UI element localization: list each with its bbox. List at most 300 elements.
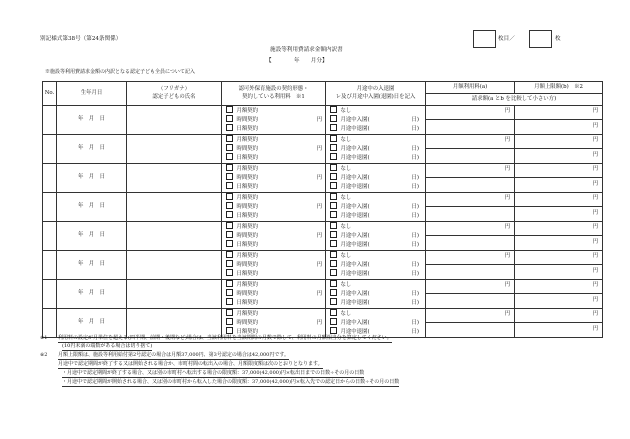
option-move-in-label: 月途中入園( xyxy=(340,290,370,297)
fee-cell[interactable] xyxy=(426,309,514,323)
col-name-label: 認定子どもの氏名 xyxy=(152,93,196,100)
option-hourly[interactable] xyxy=(222,319,325,328)
yen-label: 円 xyxy=(504,224,510,230)
checkbox[interactable] xyxy=(330,269,337,276)
table-row xyxy=(43,106,603,135)
yen-label: 円 xyxy=(504,311,510,317)
checkbox[interactable] xyxy=(330,106,337,113)
day-label: 日) xyxy=(411,270,419,277)
checkbox[interactable] xyxy=(226,289,233,296)
claim-amount-cell[interactable] xyxy=(515,120,602,134)
option-move-in[interactable] xyxy=(326,203,425,212)
checkbox[interactable] xyxy=(226,260,233,267)
checkbox[interactable] xyxy=(330,164,337,171)
page-title: 施設等利用費請求金額内訳書 xyxy=(270,47,343,53)
checkbox[interactable] xyxy=(330,327,337,334)
checkbox[interactable] xyxy=(226,115,233,122)
col-fee: 月額利用料(a) xyxy=(426,82,515,94)
col-name-furigana: （フリガナ） xyxy=(157,86,191,93)
row-birth-date[interactable]: 年 月 日 xyxy=(57,164,127,193)
yen-label: 円 xyxy=(504,195,510,201)
row-no[interactable] xyxy=(43,309,57,338)
yen-label: 円 xyxy=(316,174,322,181)
yen-label: 円 xyxy=(504,108,510,114)
row-no[interactable] xyxy=(43,251,57,280)
checkbox[interactable] xyxy=(330,182,337,189)
fee-cell[interactable] xyxy=(426,164,514,178)
option-daily[interactable] xyxy=(222,125,325,134)
yen-label: 円 xyxy=(592,152,598,158)
checkbox[interactable] xyxy=(330,202,337,209)
option-none-label: なし xyxy=(340,310,352,317)
row-move xyxy=(326,280,426,309)
option-daily[interactable] xyxy=(222,183,325,192)
option-daily-label: 日額契約 xyxy=(236,328,259,335)
claim-amount-cell[interactable] xyxy=(515,207,602,221)
claim-cell[interactable] xyxy=(426,178,514,192)
day-label: 日) xyxy=(411,261,419,268)
option-daily[interactable] xyxy=(222,270,325,279)
fee-cell[interactable] xyxy=(426,135,514,149)
checkbox[interactable] xyxy=(226,309,233,316)
page-number-input[interactable] xyxy=(473,30,496,48)
checkbox[interactable] xyxy=(226,231,233,238)
row-move xyxy=(326,222,426,251)
option-move-out[interactable] xyxy=(326,241,425,250)
checkbox[interactable] xyxy=(330,260,337,267)
row-child-name[interactable] xyxy=(127,222,222,251)
checkbox[interactable] xyxy=(226,135,233,142)
checkbox[interactable] xyxy=(226,298,233,305)
option-monthly[interactable] xyxy=(222,252,325,261)
option-move-in[interactable] xyxy=(326,261,425,270)
claim-cell[interactable] xyxy=(426,323,514,337)
row-fee[interactable] xyxy=(426,280,515,309)
checkbox[interactable] xyxy=(226,280,233,287)
page-of-label: 枚目／ xyxy=(498,36,515,42)
option-daily[interactable] xyxy=(222,241,325,250)
row-move xyxy=(326,106,426,135)
limit-cell[interactable] xyxy=(515,222,602,236)
option-daily[interactable] xyxy=(222,299,325,308)
checkbox[interactable] xyxy=(226,240,233,247)
row-fee[interactable] xyxy=(426,309,515,338)
option-daily-label: 日額契約 xyxy=(236,299,259,306)
checkbox[interactable] xyxy=(330,251,337,258)
checkbox[interactable] xyxy=(330,309,337,316)
option-monthly[interactable] xyxy=(222,223,325,232)
option-hourly[interactable] xyxy=(222,203,325,212)
option-move-in[interactable] xyxy=(326,174,425,183)
day-label: 日) xyxy=(411,241,419,248)
checkbox[interactable] xyxy=(226,193,233,200)
option-move-in-label: 月途中入園( xyxy=(340,261,370,268)
option-hourly[interactable] xyxy=(222,116,325,125)
table-row xyxy=(43,309,603,338)
row-child-name[interactable] xyxy=(127,106,222,135)
option-daily-label: 日額契約 xyxy=(236,125,259,132)
fee-cell[interactable] xyxy=(426,106,514,120)
option-none[interactable] xyxy=(326,107,425,116)
limit-cell[interactable] xyxy=(515,106,602,120)
row-birth-date[interactable]: 年 月 日 xyxy=(57,135,127,164)
claim-breakdown-table xyxy=(42,81,603,338)
option-hourly-label: 時間契約 xyxy=(236,261,259,268)
checkbox[interactable] xyxy=(330,289,337,296)
option-daily-label: 日額契約 xyxy=(236,154,259,161)
footnote-1-mark: ※1 xyxy=(40,335,48,341)
option-none-label: なし xyxy=(340,252,352,259)
row-fee[interactable] xyxy=(426,222,515,251)
checkbox[interactable] xyxy=(226,153,233,160)
checkbox[interactable] xyxy=(226,222,233,229)
option-move-out-label: 月途中退園( xyxy=(340,212,370,219)
row-birth-date[interactable]: 年 月 日 xyxy=(57,222,127,251)
row-child-name[interactable] xyxy=(127,164,222,193)
yen-label: 円 xyxy=(592,108,598,114)
page-total-label: 枚 xyxy=(555,36,561,42)
option-move-in-label: 月途中入園( xyxy=(340,145,370,152)
claim-cell[interactable] xyxy=(426,294,514,308)
row-fee[interactable] xyxy=(426,135,515,164)
checkbox[interactable] xyxy=(226,318,233,325)
option-move-out[interactable] xyxy=(326,212,425,221)
row-contract xyxy=(222,106,326,135)
table-row xyxy=(43,251,603,280)
claim-amount-cell[interactable] xyxy=(515,149,602,163)
col-contract-line2: 契約している利用料 ※1 xyxy=(242,93,305,100)
option-monthly[interactable] xyxy=(222,165,325,174)
option-none-label: なし xyxy=(340,165,352,172)
checkbox[interactable] xyxy=(330,298,337,305)
page-total-input[interactable] xyxy=(529,30,552,48)
yen-label: 円 xyxy=(504,282,510,288)
yen-label: 円 xyxy=(592,137,598,143)
option-move-out-label: 月途中退園( xyxy=(340,241,370,248)
col-move xyxy=(326,82,426,106)
option-monthly[interactable] xyxy=(222,194,325,203)
checkbox[interactable] xyxy=(226,211,233,218)
limit-cell[interactable] xyxy=(515,135,602,149)
claim-amount-cell[interactable] xyxy=(515,236,602,250)
row-limit[interactable] xyxy=(515,309,603,338)
fee-cell[interactable] xyxy=(426,222,514,236)
yen-label: 円 xyxy=(504,253,510,259)
footnote-2-line2: 月途中で認定期間が終了する又は開始される場合か、市町村間の転出入の場合、月額限度額は次のとおりとなります。 xyxy=(58,361,323,367)
footnote-1-sub: (10円未満の端数がある場合は切り捨て) xyxy=(62,343,153,349)
limit-cell[interactable] xyxy=(515,193,602,207)
row-child-name[interactable] xyxy=(127,135,222,164)
checkbox[interactable] xyxy=(330,211,337,218)
col-contract-line1: 認可外保育施設の契約形態・ xyxy=(238,86,309,93)
option-hourly-label: 時間契約 xyxy=(236,116,259,123)
option-monthly-label: 月額契約 xyxy=(236,252,259,259)
option-move-out-label: 月途中退園( xyxy=(340,154,370,161)
yen-label: 円 xyxy=(316,319,322,326)
row-move xyxy=(326,164,426,193)
row-fee[interactable] xyxy=(426,251,515,280)
option-hourly-label: 時間契約 xyxy=(236,232,259,239)
day-label: 日) xyxy=(411,290,419,297)
option-move-out[interactable] xyxy=(326,154,425,163)
option-move-out-label: 月途中退園( xyxy=(340,328,370,335)
limit-cell[interactable] xyxy=(515,164,602,178)
row-limit[interactable] xyxy=(515,106,603,135)
row-contract xyxy=(222,280,326,309)
option-move-in-label: 月途中入園( xyxy=(340,116,370,123)
row-limit[interactable] xyxy=(515,251,603,280)
option-none[interactable] xyxy=(326,310,425,319)
checkbox[interactable] xyxy=(330,222,337,229)
option-move-out[interactable] xyxy=(326,299,425,308)
checkbox[interactable] xyxy=(330,193,337,200)
option-none-label: なし xyxy=(340,107,352,114)
footnote-1-text: 利用料の設定が月単位を超える(四半期、前期・後期など)場合は、当該利用料を当該期間の月数で除して、利用料の月額相当分を算定してください。 xyxy=(58,335,392,341)
claim-amount-cell[interactable] xyxy=(515,178,602,192)
yen-label: 円 xyxy=(592,166,598,172)
option-none[interactable] xyxy=(326,223,425,232)
day-label: 日) xyxy=(411,145,419,152)
yen-label: 円 xyxy=(592,123,598,129)
option-monthly[interactable] xyxy=(222,281,325,290)
yen-label: 円 xyxy=(592,268,598,274)
option-none[interactable] xyxy=(326,281,425,290)
claim-cell[interactable] xyxy=(426,207,514,221)
option-hourly-label: 時間契約 xyxy=(236,203,259,210)
row-no[interactable] xyxy=(43,222,57,251)
row-fee[interactable] xyxy=(426,106,515,135)
yen-label: 円 xyxy=(592,210,598,216)
col-birth: 生年月日 xyxy=(57,82,127,106)
col-claim: 請求額(a とb を比較して小さい方) xyxy=(426,94,603,106)
day-label: 日) xyxy=(411,125,419,132)
fee-cell[interactable] xyxy=(426,280,514,294)
row-contract xyxy=(222,164,326,193)
claim-amount-cell[interactable] xyxy=(515,265,602,279)
row-child-name[interactable] xyxy=(127,280,222,309)
row-move xyxy=(326,135,426,164)
row-no[interactable] xyxy=(43,164,57,193)
option-move-out[interactable] xyxy=(326,125,425,134)
yen-label: 円 xyxy=(592,297,598,303)
col-no: No. xyxy=(43,82,57,106)
checkbox[interactable] xyxy=(226,106,233,113)
limit-cell[interactable] xyxy=(515,309,602,323)
footnote-2-line4: ・月途中で認定期間が開始される場合、又は別の市町村から転入した場合の限度額：37,000(42,000)円×転入先での認定日からの日数÷その月の日数 xyxy=(62,379,400,385)
col-move-line1: 月途中の入退園 xyxy=(356,86,395,93)
checkbox[interactable] xyxy=(226,327,233,334)
option-monthly-label: 月額契約 xyxy=(236,165,259,172)
option-move-in-label: 月途中入園( xyxy=(340,319,370,326)
option-monthly[interactable] xyxy=(222,136,325,145)
option-none-label: なし xyxy=(340,194,352,201)
yen-label: 円 xyxy=(316,261,322,268)
option-hourly-label: 時間契約 xyxy=(236,319,259,326)
option-none-label: なし xyxy=(340,281,352,288)
option-monthly-label: 月額契約 xyxy=(236,194,259,201)
table-row xyxy=(43,193,603,222)
option-monthly-label: 月額契約 xyxy=(236,281,259,288)
yen-label: 円 xyxy=(504,166,510,172)
row-birth-date[interactable]: 年 月 日 xyxy=(57,280,127,309)
checkbox[interactable] xyxy=(330,115,337,122)
table-row xyxy=(43,164,603,193)
option-none[interactable] xyxy=(326,252,425,261)
row-fee[interactable] xyxy=(426,164,515,193)
claim-cell[interactable] xyxy=(426,149,514,163)
yen-label: 円 xyxy=(592,181,598,187)
table-row xyxy=(43,222,603,251)
option-move-in[interactable] xyxy=(326,116,425,125)
footnote-2-line3: ・月途中で認定期間が終了する場合、又は別の市町村へ転出する場合の限度額：37,000(42,000)円×転出日までの日数÷その月の日数 xyxy=(62,370,365,376)
fee-cell[interactable] xyxy=(426,251,514,265)
row-move xyxy=(326,193,426,222)
day-label: 日) xyxy=(411,154,419,161)
claim-cell[interactable] xyxy=(426,265,514,279)
yen-label: 円 xyxy=(316,116,322,123)
row-birth-date[interactable]: 年 月 日 xyxy=(57,106,127,135)
checkbox[interactable] xyxy=(330,231,337,238)
option-hourly[interactable] xyxy=(222,290,325,299)
option-hourly-label: 時間契約 xyxy=(236,145,259,152)
table-row xyxy=(43,280,603,309)
checkbox[interactable] xyxy=(330,124,337,131)
option-move-out-label: 月途中退園( xyxy=(340,299,370,306)
period-label: 【 年 月分】 xyxy=(266,58,328,64)
table-row xyxy=(43,135,603,164)
checkbox[interactable] xyxy=(330,153,337,160)
yen-label: 円 xyxy=(504,137,510,143)
checkbox[interactable] xyxy=(330,318,337,325)
option-hourly[interactable] xyxy=(222,261,325,270)
row-birth-date[interactable]: 年 月 日 xyxy=(57,251,127,280)
option-move-out[interactable] xyxy=(326,270,425,279)
option-move-out-label: 月途中退園( xyxy=(340,183,370,190)
checkbox[interactable] xyxy=(226,173,233,180)
yen-label: 円 xyxy=(592,224,598,230)
row-limit[interactable] xyxy=(515,164,603,193)
option-none[interactable] xyxy=(326,136,425,145)
option-daily[interactable] xyxy=(222,154,325,163)
row-child-name[interactable] xyxy=(127,309,222,338)
row-limit[interactable] xyxy=(515,193,603,222)
checkbox[interactable] xyxy=(330,135,337,142)
row-no[interactable] xyxy=(43,193,57,222)
limit-cell[interactable] xyxy=(515,280,602,294)
yen-label: 円 xyxy=(592,195,598,201)
fee-cell[interactable] xyxy=(426,193,514,207)
checkbox[interactable] xyxy=(330,240,337,247)
option-none-label: なし xyxy=(340,223,352,230)
row-fee[interactable] xyxy=(426,193,515,222)
checkbox[interactable] xyxy=(226,124,233,131)
option-hourly-label: 時間契約 xyxy=(236,290,259,297)
claim-cell[interactable] xyxy=(426,236,514,250)
checkbox[interactable] xyxy=(226,144,233,151)
col-move-line2: レ及び月途中入園(退園)日を記入 xyxy=(335,93,416,100)
checkbox[interactable] xyxy=(330,144,337,151)
footnote-2-text: 月額上限額は、施設等利用給付第2号認定の場合は月額37,000円、第3号認定の場合は42,000円です。 xyxy=(58,352,289,358)
option-hourly[interactable] xyxy=(222,145,325,154)
row-birth-date[interactable]: 年 月 日 xyxy=(57,193,127,222)
claim-amount-cell[interactable] xyxy=(515,323,602,337)
form-label: 別記様式第38号（第24条関係） xyxy=(40,36,122,42)
option-monthly-label: 月額契約 xyxy=(236,223,259,230)
option-move-out-label: 月途中退園( xyxy=(340,270,370,277)
yen-label: 円 xyxy=(592,282,598,288)
day-label: 日) xyxy=(411,212,419,219)
row-no[interactable] xyxy=(43,135,57,164)
row-limit[interactable] xyxy=(515,135,603,164)
row-move xyxy=(326,251,426,280)
claim-amount-cell[interactable] xyxy=(515,294,602,308)
checkbox[interactable] xyxy=(226,202,233,209)
option-daily-label: 日額契約 xyxy=(236,183,259,190)
option-move-in[interactable] xyxy=(326,232,425,241)
row-no[interactable] xyxy=(43,280,57,309)
option-daily-label: 日額契約 xyxy=(236,212,259,219)
row-child-name[interactable] xyxy=(127,193,222,222)
day-label: 日) xyxy=(411,203,419,210)
option-monthly-label: 月額契約 xyxy=(236,107,259,114)
yen-label: 円 xyxy=(592,326,598,332)
option-none-label: なし xyxy=(340,136,352,143)
checkbox[interactable] xyxy=(330,173,337,180)
option-hourly-label: 時間契約 xyxy=(236,174,259,181)
day-label: 日) xyxy=(411,299,419,306)
option-daily[interactable] xyxy=(222,212,325,221)
col-limit: 月額上限額(b) ※2 xyxy=(515,82,603,94)
row-contract xyxy=(222,309,326,338)
option-monthly[interactable] xyxy=(222,107,325,116)
option-move-in[interactable] xyxy=(326,290,425,299)
yen-label: 円 xyxy=(316,290,322,297)
row-limit[interactable] xyxy=(515,222,603,251)
row-birth-date[interactable]: 年 月 日 xyxy=(57,309,127,338)
row-no[interactable] xyxy=(43,106,57,135)
row-limit[interactable] xyxy=(515,280,603,309)
col-contract xyxy=(222,82,326,106)
row-move xyxy=(326,309,426,338)
option-hourly[interactable] xyxy=(222,232,325,241)
option-none[interactable] xyxy=(326,194,425,203)
day-label: 日) xyxy=(411,232,419,239)
option-move-in[interactable] xyxy=(326,319,425,328)
checkbox[interactable] xyxy=(226,182,233,189)
limit-cell[interactable] xyxy=(515,251,602,265)
option-monthly[interactable] xyxy=(222,310,325,319)
yen-label: 円 xyxy=(592,239,598,245)
day-label: 日) xyxy=(411,319,419,326)
option-hourly[interactable] xyxy=(222,174,325,183)
day-label: 日) xyxy=(411,174,419,181)
checkbox[interactable] xyxy=(226,164,233,171)
yen-label: 円 xyxy=(592,311,598,317)
option-move-in-label: 月途中入園( xyxy=(340,174,370,181)
option-move-out[interactable] xyxy=(326,183,425,192)
day-label: 日) xyxy=(411,183,419,190)
checkbox[interactable] xyxy=(330,280,337,287)
row-contract xyxy=(222,222,326,251)
option-move-in[interactable] xyxy=(326,145,425,154)
checkbox[interactable] xyxy=(226,269,233,276)
row-contract xyxy=(222,135,326,164)
claim-cell[interactable] xyxy=(426,120,514,134)
option-none[interactable] xyxy=(326,165,425,174)
checkbox[interactable] xyxy=(226,251,233,258)
option-daily-label: 日額契約 xyxy=(236,241,259,248)
row-child-name[interactable] xyxy=(127,251,222,280)
